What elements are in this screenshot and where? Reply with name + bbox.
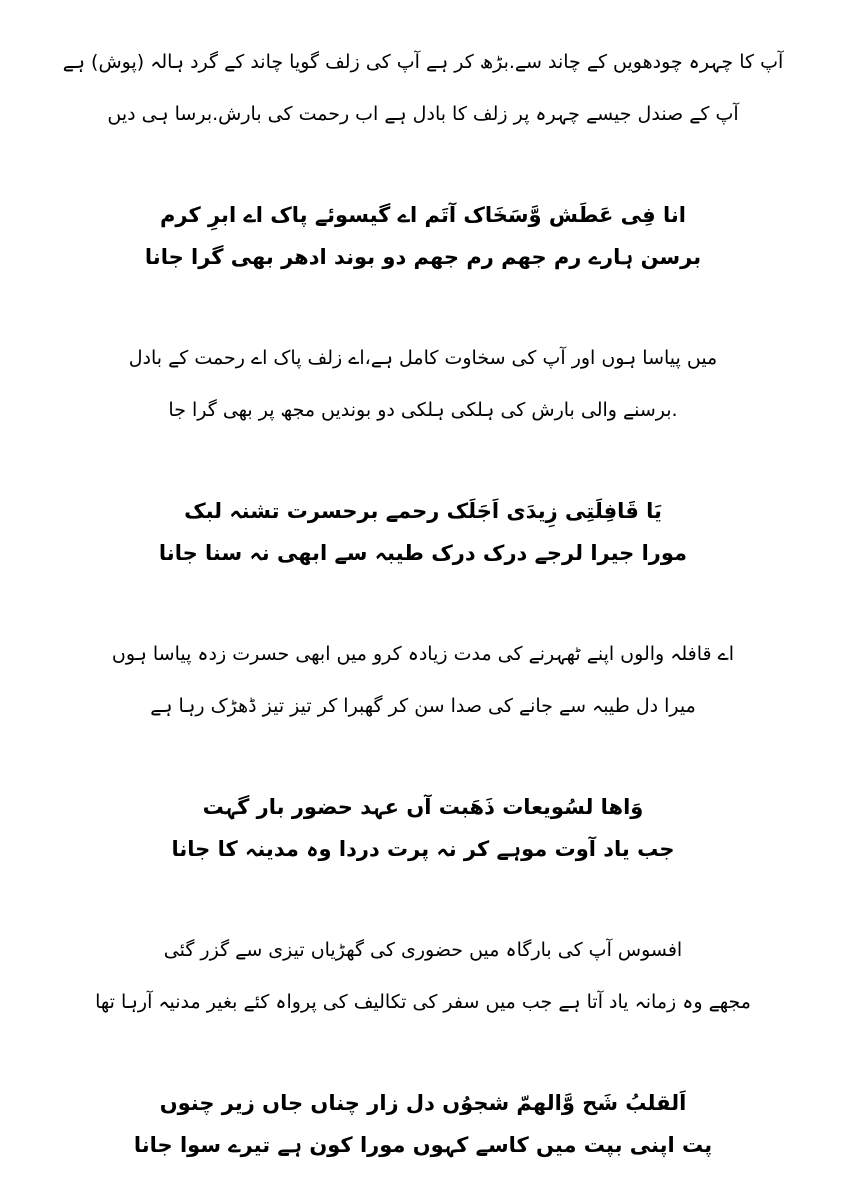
verse-line: اَلقلبُ شَح وَّالھمّ شجوُں دل زار چناں جاں زیر چنوں [159,1091,687,1115]
translation-line: اے قافلہ والوں اپنے ٹھہرنے کی مدت زیادہ کرو میں ابھی حسرت زدہ پیاسا ہوں [111,643,735,665]
verse-line: جب یاد آوت موہے کر نہ پرت دردا وہ مدینہ کا جانا [171,837,675,861]
translation-couplet-4 [40,924,806,1028]
translation-line: میں پیاسا ہوں اور آپ کی سخاوت کامل ہے،اے زلف پاک اے رحمت کے بادل [128,347,718,369]
translation-couplet-3 [40,628,806,732]
translation-line: آپ کے صندل جیسے چہرہ پر زلف کا بادل ہے اب رحمت کی بارش.برسا ہی دیں [107,103,739,125]
translation-line: مجھے وہ زمانہ یاد آتا ہے جب میں سفر کی تکالیف کی پرواہ کئے بغیر مدنیہ آرہا تھا [95,991,751,1013]
translation-line: آپ کا چہرہ چودھویں کے چاند سے.بڑھ کر ہے آپ کی زلف گویا چاند کے گرد ہالہ (پوش) ہے [62,51,784,73]
translation-couplet-1 [40,36,806,140]
verse-line: برسن ہارے رم جھم رم جھم دو بوند ادھر بھی گرا جانا [144,245,702,269]
verse-couplet-1 [40,194,806,278]
verse-line: انا فِی عَطَش وَّسَخَاک آتَم اے گیسوئے پاک اے ابرِ کرم [160,203,686,227]
verse-couplet-4 [40,1082,806,1166]
translation-couplet-2 [40,332,806,436]
verse-couplet-2 [40,490,806,574]
translation-line: میرا دل طیبہ سے جانے کی صدا سن کر گھبرا کر تیز تیز ڈھڑک رہا ہے [150,695,696,717]
translation-line: .برسنے والی بارش کی ہلکی ہلکی دو بوندیں مجھ پر بھی گرا جا [168,399,678,421]
verse-line: یَا قَافِلَتِی زِیدَی اَجَلَک رحمے برحسرت تشنہ لبک [184,499,662,523]
verse-line: وَاھا لسُویعات ذَھَبت آں عہد حضور بار گہت [202,795,644,819]
verse-line: پت اپنی بپت میں کاسے کہوں مورا کون ہے تیرے سوا جانا [133,1133,713,1157]
verse-line: مورا جیرا لرجے درک درک طیبہ سے ابھی نہ سنا جانا [158,541,688,565]
verse-couplet-3 [40,786,806,870]
translation-line: افسوس آپ کی بارگاہ میں حضوری کی گھڑیاں تیزی سے گزر گئی [163,939,683,961]
